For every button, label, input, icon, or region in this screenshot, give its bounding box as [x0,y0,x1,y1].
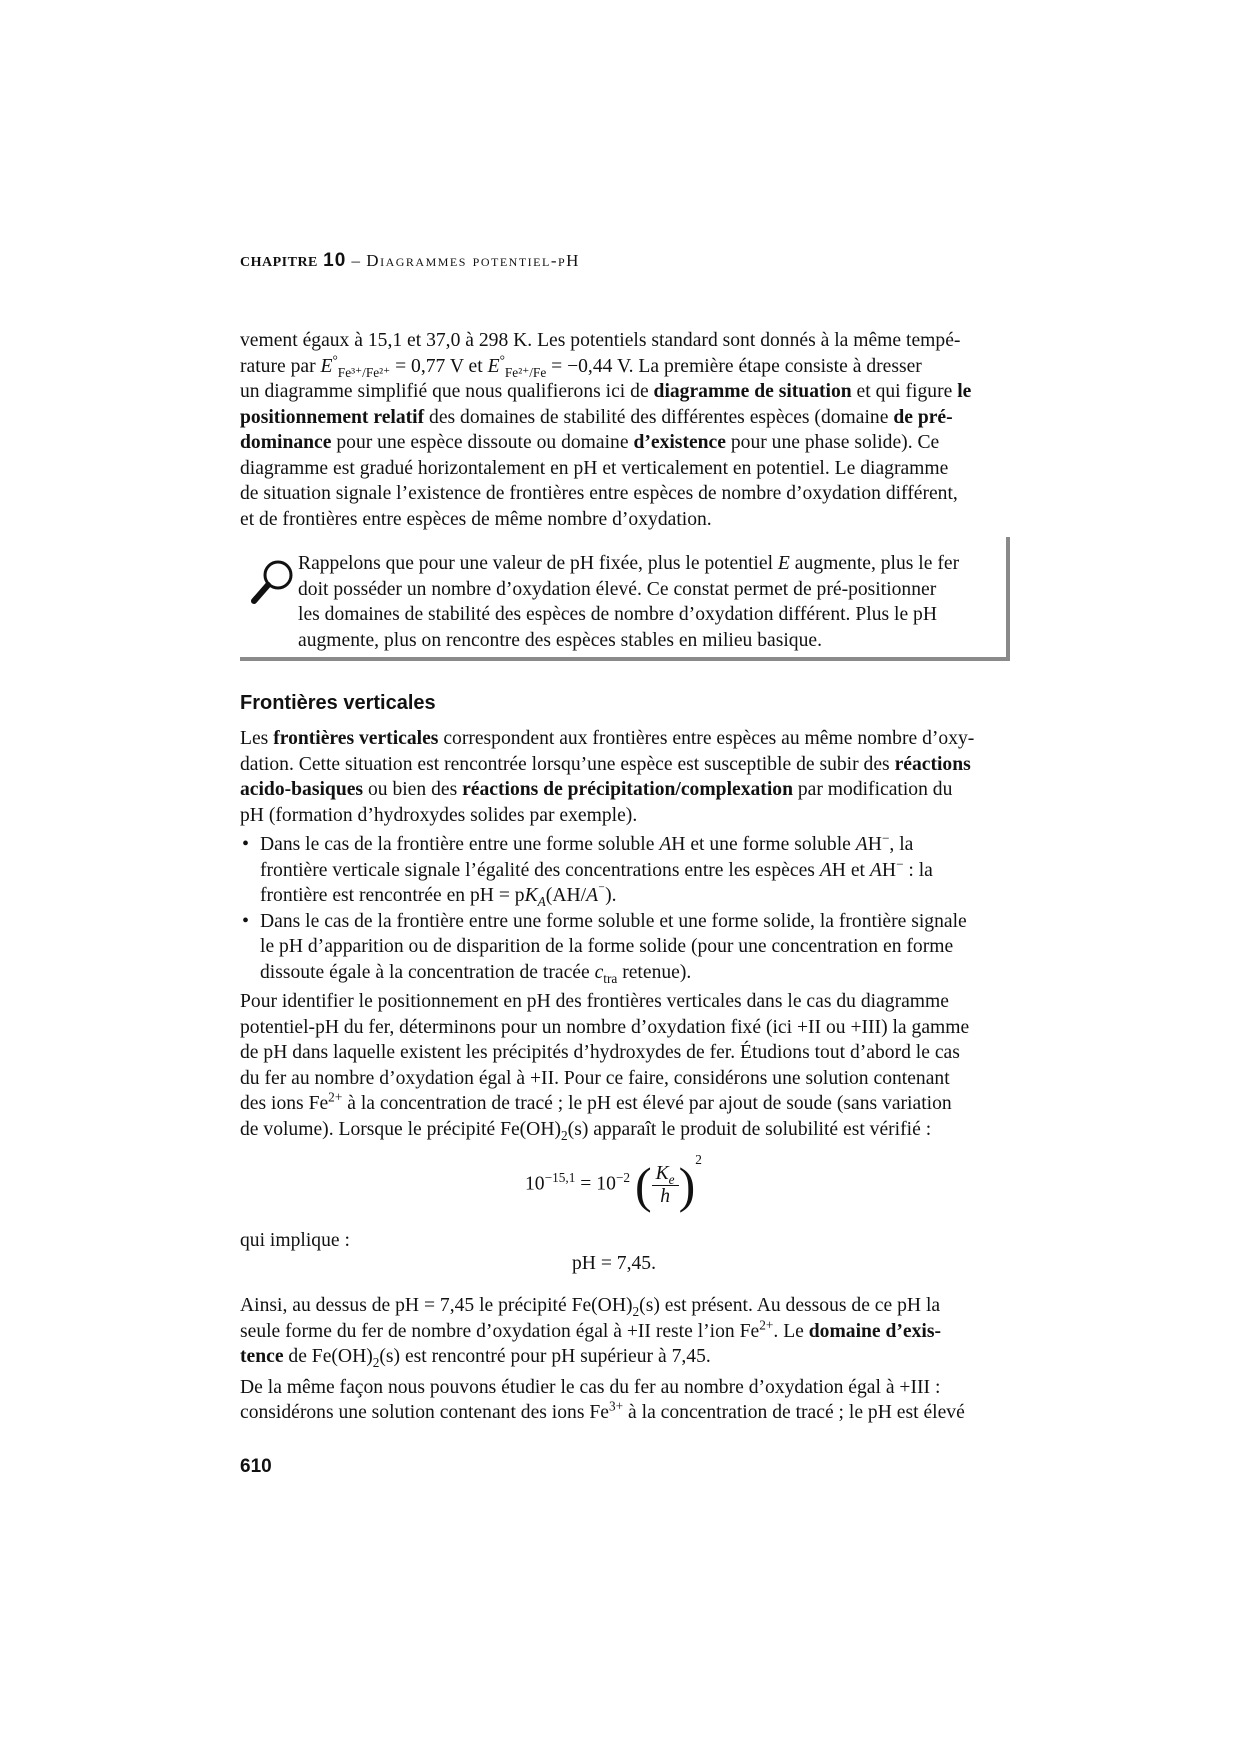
intro-paragraph [240,328,1010,532]
text-line: , la [889,834,914,855]
text-line: de volume). Lorsque le précipité Fe(OH) [240,1118,562,1140]
text-line: vement égaux à 15,1 et 37,0 à 298 K. Les potentiels standard sont donnés à la même tempé- [240,330,961,351]
bold-term: réactions [894,753,971,775]
text-line: Pour identifier le positionnement en pH des frontières verticales dans le cas du diagramme [240,991,949,1012]
text-line: les domaines de stabilité des espèces de nombre d’oxydation différent. Plus le pH [298,604,937,625]
text-line: H [881,859,896,881]
text-line: H et une forme soluble [671,834,856,855]
text-line: (s) est rencontré pour pH supérieur à 7,45. [379,1346,711,1367]
text-line: De la même façon nous pouvons étudier le cas du fer au nombre d’oxydation égal à +III : [240,1376,941,1398]
bold-term: domaine d’exis- [808,1320,942,1342]
bold-term: positionnement relatif [240,406,425,428]
text-line: dissoute égale à la concentration de tracée [260,961,595,983]
text-line: = 0,77 V et [390,355,488,377]
text-line: à la concentration de tracé ; le pH est élevé [623,1402,965,1423]
right-paren: ) [678,1157,696,1213]
eq-term: 10 [596,1173,616,1195]
chapter-number: 10 [323,250,347,271]
page-number: 610 [240,1456,272,1477]
text-line: potentiel-pH du fer, déterminons pour un nombre d’oxydation fixé (ici +II ou +III) la gamme [240,1016,970,1038]
text-line: augmente, plus le fer [789,553,960,574]
running-header [240,250,580,272]
bold-term: frontières verticales [273,728,439,749]
potential-symbol: E [487,355,500,377]
bold-term: acido-basiques [240,779,364,800]
subscript: 2 [372,1354,380,1370]
concentration-symbol: c [594,961,604,983]
couple-subscript: Fe³⁺/Fe²⁺ [337,364,391,380]
text-line: le pH d’apparition ou de disparition de la forme solide (pour une concentration en forme [260,936,954,957]
species-symbol: A [659,834,672,855]
couple-subscript: Fe²⁺/Fe [504,364,547,380]
text-line: du fer au nombre d’oxydation égal à +II. Pour ce faire, considérons une solution contenant [240,1067,950,1089]
fraction [652,1163,679,1208]
chapter-title: Diagrammes potentiel-pH [366,251,580,270]
implies-text: qui implique : [240,1230,350,1251]
bold-term: réactions de précipitation/complexation [462,779,793,800]
bullet-list [240,832,1010,985]
list-item [240,909,1010,986]
text-line: correspondent aux frontières entre espèces au même nombre d’oxy- [438,728,975,749]
list-item [240,832,1010,909]
left-paren: ( [634,1157,652,1213]
text-line: par modification du [792,779,953,800]
text-line: Ainsi, au dessus de pH = 7,45 le précipité Fe(OH) [240,1295,633,1316]
eq-exponent: −15,1 [544,1169,576,1185]
standard-symbol: ° [499,351,505,367]
callout-text [298,551,988,653]
species-symbol: A [869,859,882,881]
numerator-subscript: e [668,1171,675,1187]
text-line: de situation signale l’existence de frontières entre espèces de nombre d’oxydation différent, [240,483,958,504]
charge: ⁻ [598,881,606,897]
eq-exponent: −2 [615,1169,631,1185]
species-symbol: A [819,859,832,881]
standard-symbol: ° [332,351,338,367]
bold-term: d’existence [633,432,726,453]
charge: − [895,855,904,871]
bold-term: tence [240,1346,284,1367]
text-line: diagramme est gradué horizontalement en pH et verticalement en potentiel. Le diagramme [240,457,949,479]
section-body [240,726,1010,1142]
charge: 2+ [328,1089,343,1105]
text-line: dation. Cette situation est rencontrée lorsqu’une espèce est susceptible de subir des [240,753,895,775]
fraction-denominator: h [660,1185,670,1207]
section-title: Frontières verticales [240,692,436,714]
bold-term: de pré- [893,406,953,428]
bold-term: dominance [240,432,332,453]
text-line: de pH dans laquelle existent les précipités d’hydroxydes de fer. Étudions tout d’abord le cas [240,1042,960,1063]
header-separator: – [346,251,367,270]
text-line: de Fe(OH) [283,1346,373,1367]
text-line: H et [831,859,870,881]
text-line: augmente, plus on rencontre des espèces stables en milieu basique. [298,629,822,651]
text-line: doit posséder un nombre d’oxydation élevé. Ce constat permet de pré-positionner [298,578,937,600]
text-line: considérons une solution contenant des ions Fe [240,1402,609,1423]
remark-callout [240,537,1010,661]
text-line: Les [240,728,274,749]
text-line: Rappelons que pour une valeur de pH fixée, plus le potentiel [298,553,778,574]
potential-symbol: E [777,553,790,574]
text-line: Dans le cas de la frontière entre une forme soluble [260,834,660,855]
bold-term: diagramme de situation [653,381,852,402]
text-line: . Le [773,1320,809,1342]
constant-symbol: K [524,885,538,906]
species-symbol: A [855,834,868,855]
subscript: 2 [632,1303,640,1319]
eq-power: 2 [695,1151,702,1167]
text-line: H [867,834,882,855]
solubility-equation [525,1151,702,1213]
text-line: ou bien des [363,779,463,800]
text-line: et de frontières entre espèces de même nombre d’oxydation. [240,508,712,530]
text-line: à la concentration de tracé ; le pH est élevé par ajout de soude (sans variation [342,1093,952,1114]
potential-symbol: E [320,355,333,377]
charge: 2+ [759,1316,774,1332]
eq-sign: = [575,1173,597,1195]
text-line: un diagramme simplifié que nous qualifierons ici de [240,381,654,402]
text-line: = −0,44 V. La première étape consiste à dresser [546,355,922,377]
text-line: pour une espèce dissoute ou domaine [331,432,634,453]
eq-term: 10 [525,1173,545,1195]
text-line: pour une phase solide). Ce [725,432,940,453]
text-line: (AH/ [545,885,587,906]
text-line: et qui figure [851,381,958,402]
charge: 3+ [608,1398,624,1414]
text-line: des domaines de stabilité des différentes espèces (domaine [424,406,894,428]
subscript: 2 [561,1127,568,1143]
text-line: pH (formation d’hydroxydes solides par exemple). [240,804,638,826]
charge: − [881,830,890,846]
text-line: ). [605,885,617,906]
text-line: Dans le cas de la frontière entre une forme soluble et une forme solide, la frontière signale [260,910,967,932]
conclusion-paragraph [240,1293,1010,1426]
text-line: (s) est présent. Au dessous de ce pH la [639,1295,941,1316]
ph-result: pH = 7,45. [572,1253,656,1274]
fraction-numerator: K [655,1162,669,1184]
magnifier-icon [248,557,298,607]
text-line: retenue). [617,961,692,983]
text-line: rature par [240,355,321,377]
chapter-label: CHAPITRE [240,255,318,270]
text-line: frontière est rencontrée en pH = p [260,885,525,906]
text-line: seule forme du fer de nombre d’oxydation égal à +II reste l’ion Fe [240,1320,760,1342]
text-line: (s) apparaît le produit de solubilité est vérifié : [567,1118,932,1140]
bold-term: le [957,381,972,402]
species-symbol: A [586,885,599,906]
constant-subscript: A [537,893,546,909]
text-line: : la [903,859,933,881]
text-line: des ions Fe [240,1093,329,1114]
text-line: frontière verticale signale l’égalité des concentrations entre les espèces [260,859,820,881]
concentration-subscript: tra [603,970,618,986]
